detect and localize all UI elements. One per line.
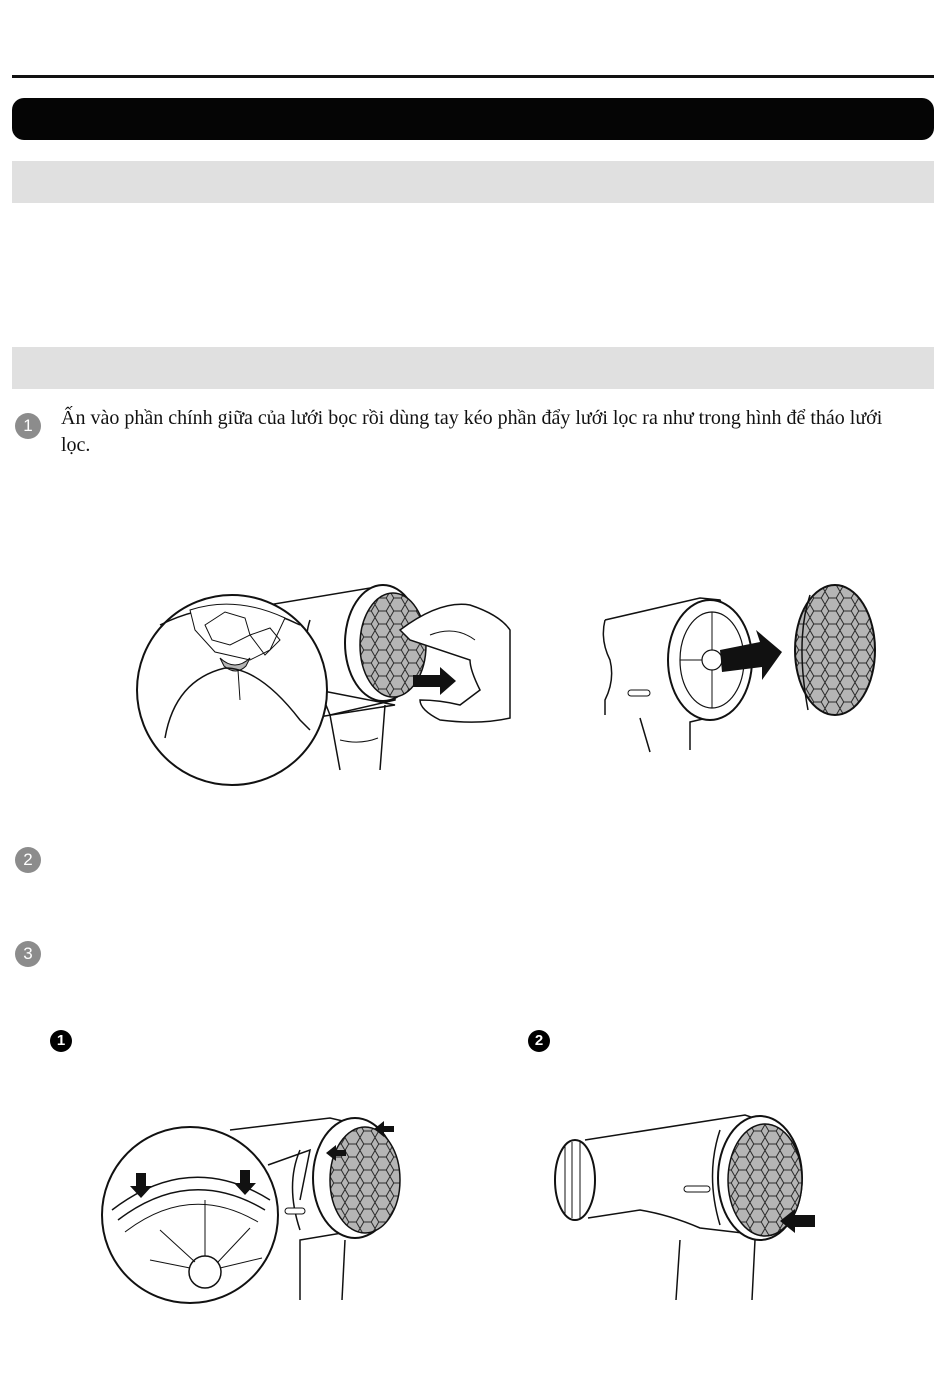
step-3-badge: 3 — [15, 941, 41, 967]
sub-step-2-badge: 2 — [528, 1030, 550, 1052]
illustration-filter-removed — [603, 585, 875, 752]
filter-mesh — [330, 1127, 400, 1233]
illustration-attach-filter-1 — [102, 1118, 400, 1303]
step-1-badge: 1 — [15, 413, 41, 439]
illustration-remove-filter-hand — [137, 585, 510, 785]
step-2-badge: 2 — [15, 847, 41, 873]
illustration-attach-filter-2 — [555, 1115, 815, 1300]
sub-step-1-badge: 1 — [50, 1030, 72, 1052]
step-1-text: Ấn vào phần chính giữa của lưới bọc rồi dùng tay kéo phần đẩy lưới lọc ra như trong hình để tháo lưới lọc. — [61, 407, 883, 456]
